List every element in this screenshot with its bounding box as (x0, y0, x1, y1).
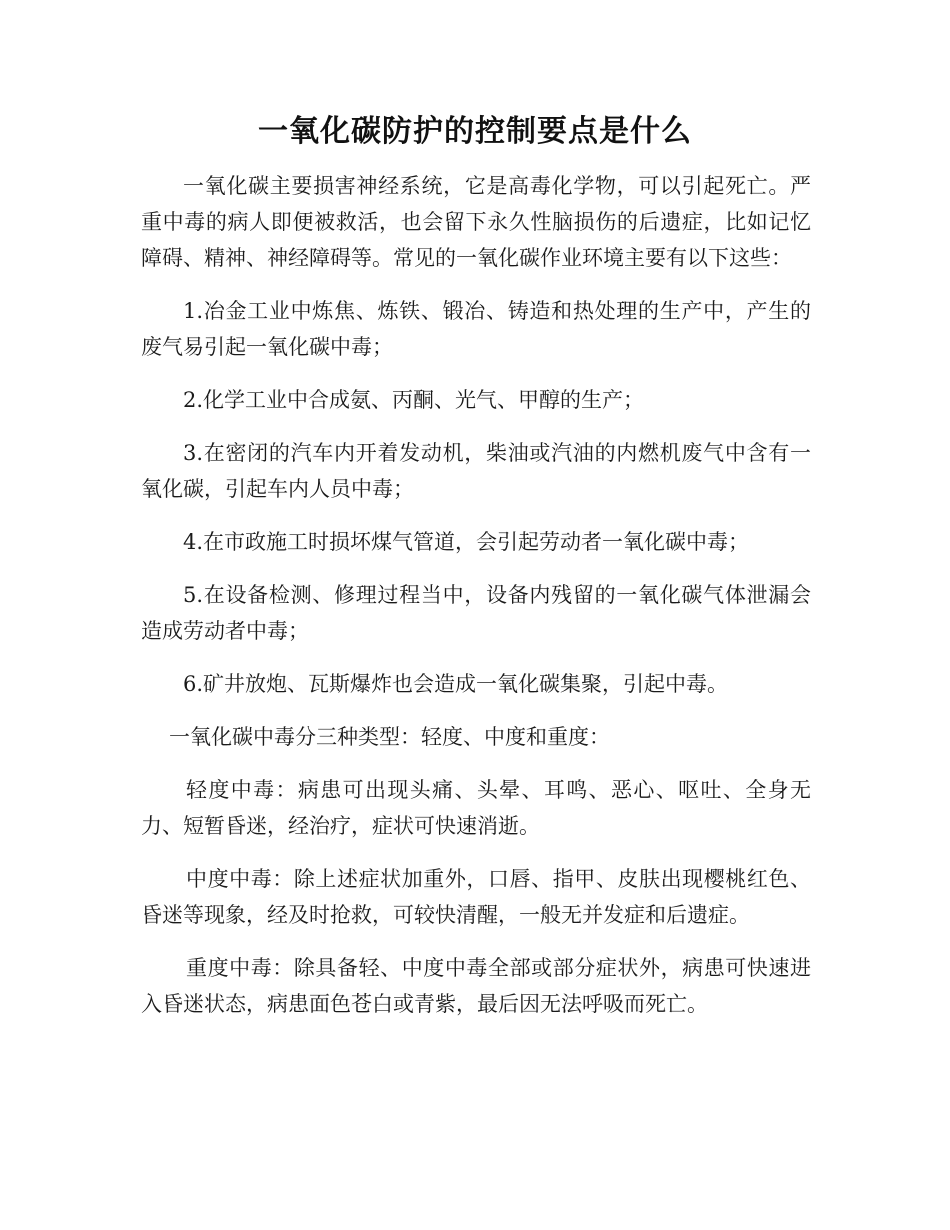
list-item-1: 1.冶金工业中炼焦、炼铁、锻冶、铸造和热处理的生产中，产生的废气易引起一氧化碳中毒； (141, 299, 811, 359)
list-item-4: 4.在市政施工时损坏煤气管道，会引起劳动者一氧化碳中毒； (183, 530, 750, 554)
list-item-3: 3.在密闭的汽车内开着发动机，柴油或汽油的内燃机废气中含有一氧化碳，引起车内人员中毒； (141, 441, 811, 501)
intro-paragraph: 一氧化碳主要损害神经系统，它是高毒化学物，可以引起死亡。严重中毒的病人即便被救活，也会留下永久性脑损伤的后遗症，比如记忆障碍、精神、神经障碍等。常见的一氧化碳作业环境主要有以下这些： (141, 174, 811, 270)
list-item-5: 5.在设备检测、修理过程当中，设备内残留的一氧化碳气体泄漏会造成劳动者中毒； (141, 583, 811, 643)
document-title: 一氧化碳防护的控制要点是什么 (258, 114, 692, 149)
moderate-poisoning-paragraph: 中度中毒：除上述症状加重外，口唇、指甲、皮肤出现樱桃红色、昏迷等现象，经及时抢救，可较快清醒，一般无并发症和后遗症。 (141, 867, 811, 927)
types-intro-paragraph: 一氧化碳中毒分三种类型：轻度、中度和重度： (169, 725, 610, 749)
mild-poisoning-paragraph: 轻度中毒：病患可出现头痛、头晕、耳鸣、恶心、呕吐、全身无力、短暂昏迷，经治疗，症状可快速消逝。 (141, 778, 811, 838)
list-item-2: 2.化学工业中合成氨、丙酮、光气、甲醇的生产； (183, 388, 645, 412)
list-item-6: 6.矿井放炮、瓦斯爆炸也会造成一氧化碳集聚，引起中毒。 (183, 672, 729, 696)
document-body (141, 168, 811, 1039)
severe-poisoning-paragraph: 重度中毒：除具备轻、中度中毒全部或部分症状外，病患可快速进入昏迷状态，病患面色苍白或青紫，最后因无法呼吸而死亡。 (141, 956, 811, 1016)
